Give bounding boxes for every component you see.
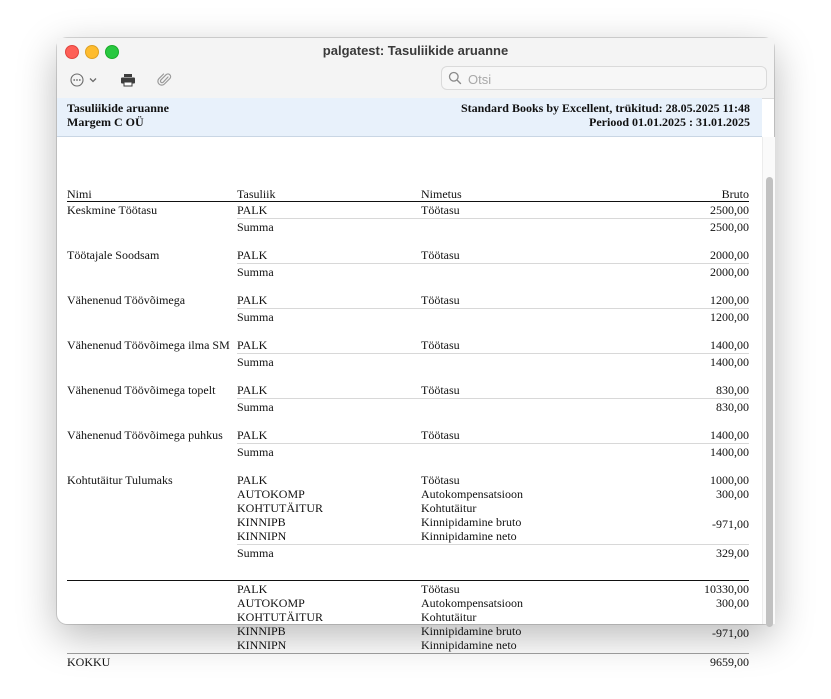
summa-value: 1400,00 <box>710 445 749 459</box>
window-title: palgatest: Tasuliikide aruanne <box>322 43 509 58</box>
report-window <box>57 38 774 669</box>
row-type: KINNIPB <box>237 515 286 529</box>
summa-rule <box>237 443 749 444</box>
summa-value: 1400,00 <box>710 355 749 369</box>
chevron-down-icon <box>88 75 98 85</box>
total-row-desc: Autokompensatsioon <box>421 596 523 610</box>
group-name: Vähenenud Töövõimega <box>67 293 186 307</box>
kokku-rule-left <box>67 653 237 654</box>
row-desc: Töötasu <box>421 473 460 487</box>
row-gross: 1400,00 <box>710 428 749 442</box>
row-type: AUTOKOMP <box>237 487 305 501</box>
group-name: Vähenenud Töövõimega topelt <box>67 383 216 397</box>
total-row-desc: Töötasu <box>421 582 460 596</box>
summa-rule <box>237 398 749 399</box>
row-gross: 1400,00 <box>710 338 749 352</box>
total-row-type: KINNIPN <box>237 638 287 652</box>
row-desc: Töötasu <box>421 383 460 397</box>
row-desc: Kohtutäitur <box>421 501 477 515</box>
summa-rule <box>237 263 749 264</box>
summa-label: Summa <box>237 220 274 234</box>
row-desc: Kinnipidamine bruto <box>421 515 522 529</box>
total-row-gross: -971,00 <box>712 626 749 640</box>
total-row-type: PALK <box>237 582 268 596</box>
group-name: Töötajale Soodsam <box>67 248 160 262</box>
search-input[interactable] <box>466 69 760 89</box>
kokku-rule-right <box>237 653 749 654</box>
row-desc: Töötasu <box>421 428 460 442</box>
summa-rule <box>237 308 749 309</box>
company-name: Margem C OÜ <box>67 115 144 129</box>
total-row-type: KINNIPB <box>237 624 286 638</box>
row-type: PALK <box>237 473 268 487</box>
row-gross: 1000,00 <box>710 473 749 487</box>
row-gross: 2000,00 <box>710 248 749 262</box>
print-button[interactable] <box>119 71 137 89</box>
report-header <box>57 98 762 137</box>
total-row-desc: Kinnipidamine neto <box>421 638 517 652</box>
group-name: Vähenenud Töövõimega puhkus <box>67 428 223 442</box>
summa-rule <box>237 218 749 219</box>
summa-value: 830,00 <box>716 400 749 414</box>
row-type: PALK <box>237 383 268 397</box>
row-type: PALK <box>237 203 268 217</box>
paperclip-icon <box>158 72 172 88</box>
printed-info: Standard Books by Excellent, trükitud: 28.05.2025 11:48 <box>460 101 750 115</box>
row-gross: 300,00 <box>716 487 749 501</box>
row-type: PALK <box>237 293 268 307</box>
row-desc: Töötasu <box>421 293 460 307</box>
row-desc: Töötasu <box>421 203 460 217</box>
attachment-button[interactable] <box>156 71 174 89</box>
summa-value: 2000,00 <box>710 265 749 279</box>
row-gross: 1200,00 <box>710 293 749 307</box>
summa-rule <box>237 353 749 354</box>
total-row-desc: Kohtutäitur <box>421 610 477 624</box>
vertical-scrollbar[interactable] <box>762 137 775 624</box>
summa-label: Summa <box>237 310 274 324</box>
row-desc: Autokompensatsioon <box>421 487 523 501</box>
ellipsis-circle-icon <box>70 73 84 87</box>
group-name: Vähenenud Töövõimega ilma SM <box>67 338 230 352</box>
summa-label: Summa <box>237 546 274 560</box>
row-desc: Töötasu <box>421 248 460 262</box>
summa-label: Summa <box>237 265 274 279</box>
group-name: Keskmine Töötasu <box>67 203 158 217</box>
printer-icon <box>120 73 136 87</box>
column-header-gross: Bruto <box>721 187 749 201</box>
column-header-name: Nimi <box>67 187 92 201</box>
report-title: Tasuliikide aruanne <box>67 101 169 115</box>
row-type: KINNIPN <box>237 529 287 543</box>
group-name: Kohtutäitur Tulumaks <box>67 473 173 487</box>
summa-label: Summa <box>237 355 274 369</box>
scrollbar-thumb[interactable] <box>766 177 773 627</box>
summa-value: 2500,00 <box>710 220 749 234</box>
totals-rule <box>67 580 749 581</box>
row-type: PALK <box>237 248 268 262</box>
header-rule <box>67 201 749 202</box>
row-type: PALK <box>237 428 268 442</box>
total-row-type: AUTOKOMP <box>237 596 305 610</box>
total-row-desc: Kinnipidamine bruto <box>421 624 522 638</box>
summa-label: Summa <box>237 445 274 459</box>
summa-rule <box>237 544 749 545</box>
row-desc: Kinnipidamine neto <box>421 529 517 543</box>
column-header-type: Tasuliik <box>237 187 276 201</box>
row-gross: 2500,00 <box>710 203 749 217</box>
report-table <box>57 137 762 669</box>
row-gross: -971,00 <box>712 517 749 531</box>
row-type: PALK <box>237 338 268 352</box>
summa-label: Summa <box>237 400 274 414</box>
kokku-value: 9659,00 <box>710 655 749 669</box>
kokku-label: KOKKU <box>67 655 111 669</box>
total-row-type: KOHTUTÄITUR <box>237 610 323 624</box>
period-info: Periood 01.01.2025 : 31.01.2025 <box>589 115 750 129</box>
row-gross: 830,00 <box>716 383 749 397</box>
row-type: KOHTUTÄITUR <box>237 501 323 515</box>
row-desc: Töötasu <box>421 338 460 352</box>
summa-value: 329,00 <box>716 546 749 560</box>
summa-value: 1200,00 <box>710 310 749 324</box>
total-row-gross: 300,00 <box>716 596 749 610</box>
search-icon <box>448 71 462 85</box>
column-header-desc: Nimetus <box>421 187 462 201</box>
more-menu-button[interactable] <box>67 71 101 89</box>
titlebar <box>57 38 774 99</box>
search-field[interactable] <box>441 66 767 90</box>
total-row-gross: 10330,00 <box>704 582 749 596</box>
